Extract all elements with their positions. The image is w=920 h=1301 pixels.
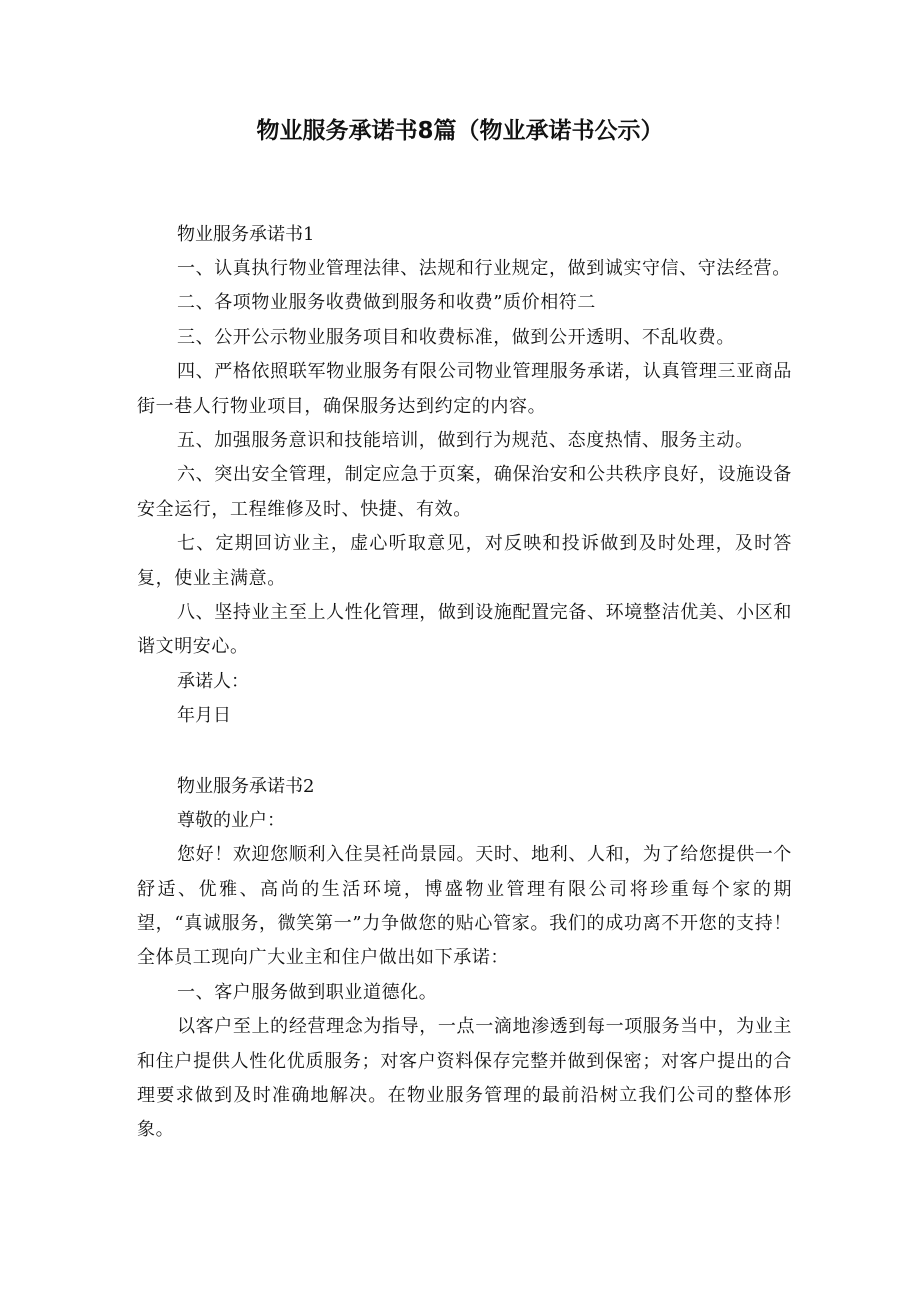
section-2-paragraph: 一、客户服务做到职业道德化。 — [177, 981, 438, 1003]
section-1-paragraph: 八、坚持业主至上人性化管理，做到设施配置完备、环境整洁优美、小区和谐文明安心。 — [137, 602, 792, 658]
section-spacer — [137, 734, 792, 770]
section-1-paragraph: 五、加强服务意识和技能培训，做到行为规范、态度热情、服务主动。 — [177, 430, 754, 452]
section-1-paragraph: 六、突出安全管理，制定应急于页案，确保治安和公共秩序良好，设施设备安全运行，工程维修及时、快捷、有效。 — [137, 464, 792, 520]
section-2-paragraph: 您好！欢迎您顺利入住昊衽尚景园。天时、地利、人和，为了给您提供一个舒适、优雅、高尚的生活环境，博盛物业管理有限公司将珍重每个家的期望，“真诚服务，微笑第一”力争做您的贴心管家。我们的成功离不开您的支持！全体员工现向广大业主和住户做出如下承诺： — [137, 844, 792, 969]
signer-label: 承诺人： — [177, 670, 249, 692]
date-label: 年月日 — [177, 705, 231, 727]
document-title: 物业服务承诺书8篇（物业承诺书公示） — [256, 118, 664, 144]
section-1-heading: 物业服务承诺书1 — [177, 224, 315, 245]
section-1-paragraph: 一、认真执行物业管理法律、法规和行业规定，做到诚实守信、守法经营。 — [177, 258, 791, 279]
section-1-paragraph: 三、公开公示物业服务项目和收费标准，做到公开透明、不乱收费。 — [177, 326, 735, 348]
section-1-paragraph: 二、各项物业服务收费做到服务和收费”质价相符二 — [177, 292, 596, 314]
salutation: 尊敬的业户： — [177, 809, 285, 831]
section-1-paragraph: 四、严格依照联军物业服务有限公司物业管理服务承诺，认真管理三亚商品街一巷人行物业项目，确保服务达到约定的内容。 — [137, 361, 792, 417]
document-body — [137, 218, 792, 1148]
section-2-paragraph: 以客户至上的经营理念为指导，一点一滴地渗透到每一项服务当中，为业主和住户提供人性化优质服务；对客户资料保存完整并做到保密；对客户提出的合理要求做到及时准确地解决。在物业服务管理的最前沿树立我们公司的整体形象。 — [137, 1016, 792, 1141]
section-1-paragraph: 七、定期回访业主，虚心听取意见，对反映和投诉做到及时处理，及时答复，使业主满意。 — [137, 533, 792, 589]
section-2-heading: 物业服务承诺书2 — [177, 775, 315, 797]
